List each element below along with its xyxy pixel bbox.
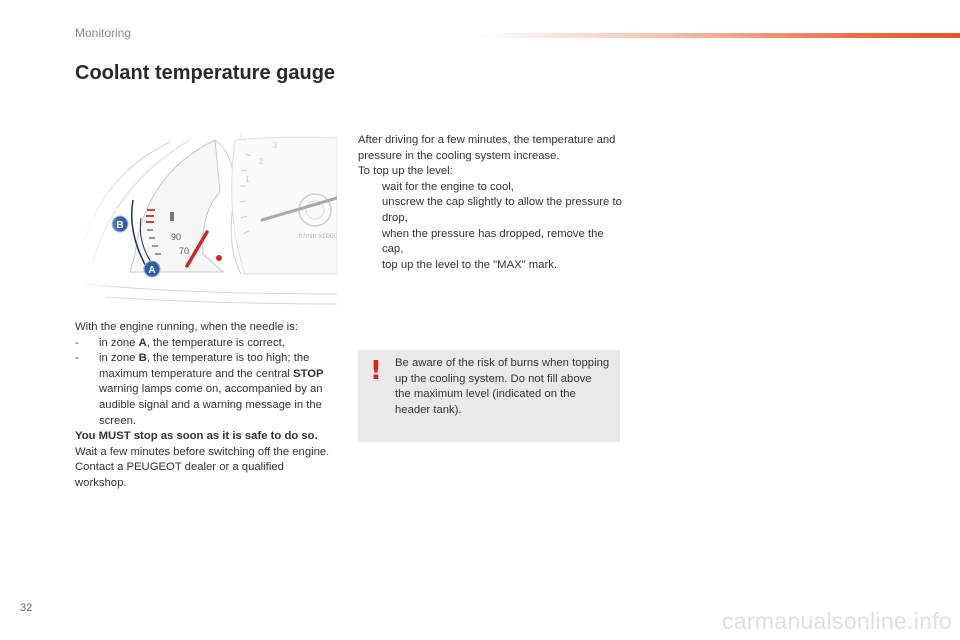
- warning-icon: !: [370, 356, 382, 386]
- wait-text: Wait a few minutes before switching off the engine.: [75, 445, 330, 458]
- warning-text: Be aware of the risk of burns when topping up the cooling system. Do not fill above the maximum level (indicated on the header tank).: [395, 357, 610, 416]
- section-label: Monitoring: [75, 26, 132, 40]
- gauge-illustration: [75, 134, 337, 306]
- watermark: carmanualsonline.info: [721, 608, 952, 634]
- cooling-intro: After driving for a few minutes, the temperature and pressure in the cooling system increase.: [358, 134, 616, 162]
- step-item: when the pressure has dropped, remove the cap,: [382, 227, 604, 256]
- header-rule: [478, 33, 960, 38]
- zone-b-item: - in zone B, the temperature is too high; the maximum temperature and the central STOP warning lamps come on, accompanied by an audible signal and a warning message in the screen.: [75, 352, 324, 427]
- right-column: [358, 133, 623, 273]
- must-stop-text: You MUST stop as soon as it is safe to do so.: [75, 430, 318, 443]
- page-number: 32: [20, 602, 33, 614]
- step-item: wait for the engine to cool,: [382, 180, 514, 193]
- intro-text: With the engine running, when the needle is:: [75, 321, 298, 333]
- step-item: top up the level to the "MAX" mark.: [382, 258, 558, 271]
- warning-box: [358, 350, 620, 442]
- left-column: [75, 320, 337, 492]
- contact-text: Contact a PEUGEOT dealer or a qualified workshop.: [75, 461, 284, 489]
- step-item: unscrew the cap slightly to allow the pressure to drop,: [382, 196, 622, 224]
- top-up-heading: To top up the level:: [358, 165, 453, 178]
- zone-a-item: - in zone A, the temperature is correct,: [75, 336, 285, 349]
- page-title: Coolant temperature gauge: [75, 62, 336, 84]
